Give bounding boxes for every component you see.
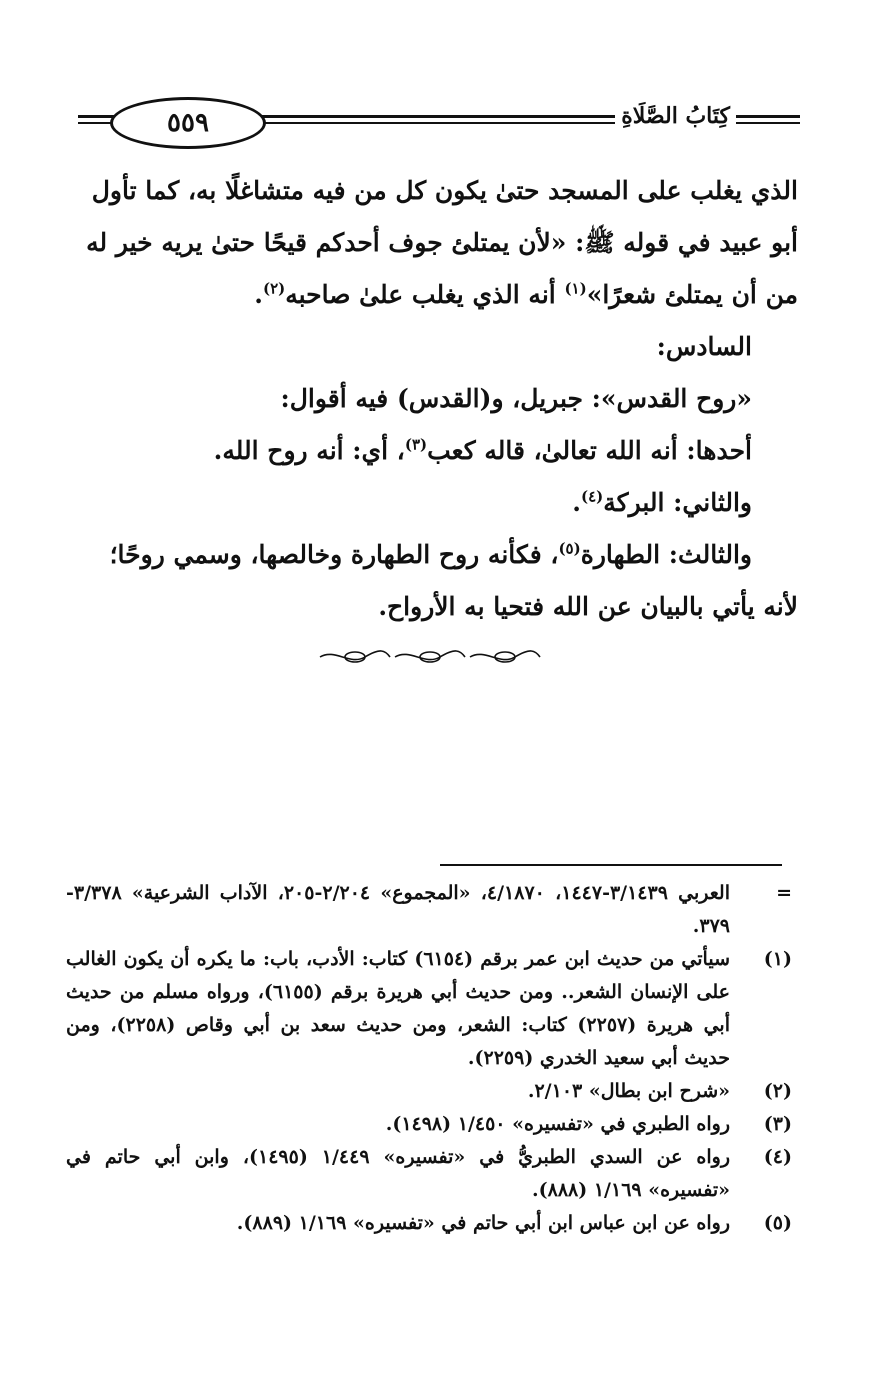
footnote-ref: (٤) [580, 487, 604, 506]
footnote-ref: (٥) [558, 539, 581, 558]
body-segment: ، فكأنه روح الطهارة وخالصها، وسمي روحًا؛ [109, 540, 559, 569]
footnote [66, 1141, 796, 1207]
body-line: «روح القدس»: جبريل، و(القدس) فيه أقوال: [280, 384, 752, 413]
footnote-number: = [776, 882, 792, 904]
book-title: كِتَابُ الصَّلَاةِ [615, 103, 736, 129]
footnote-number: (١) [763, 948, 792, 970]
footnote-number: (٣) [763, 1113, 792, 1135]
footnote [66, 1207, 796, 1240]
footnote-number: (٤) [763, 1146, 792, 1168]
footnote-text: رواه عن السدي الطبريُّ في «تفسيره» ١/٤٤٩ (١٤٩٥)، وابن أبي حاتم في «تفسيره» ١/١٦٩ (٨٨٨). [66, 1146, 731, 1201]
body-segment: . [254, 280, 263, 309]
section-heading: السادس: [656, 332, 752, 361]
footnote-text: سيأتي من حديث ابن عمر برقم (٦١٥٤) كتاب: الأدب، باب: ما يكره أن يكون الغالب على الإنسان الشعر.. ومن حديث أبي هريرة برقم (٦١٥٥)، ورواه مسلم من حديث أبي هريرة (٢٢٥٧) كتاب: الشعر، ومن حديث سعد بن أبي وقاص (٢٢٥٨)، ومن حديث أبي سعيد الخدري (٢٢٥٩). [66, 948, 730, 1069]
body-segment: ، أي: أنه روح الله. [213, 436, 405, 465]
footnote [66, 877, 796, 943]
page-number: ٥٥٩ [110, 97, 266, 149]
ornament-divider [315, 646, 545, 668]
body-segment: أحدها: أنه الله تعالىٰ، قاله كعب [427, 436, 752, 465]
body-line: لأنه يأتي بالبيان عن الله فتحيا به الأرواح. [378, 592, 798, 621]
body-line [70, 477, 798, 529]
body-segment: والثالث: الطهارة [580, 540, 752, 569]
footnote-number: (٢) [763, 1080, 792, 1102]
footnote-text: رواه عن ابن عباس ابن أبي حاتم في «تفسيره» ١/١٦٩ (٨٨٩). [236, 1212, 730, 1234]
footnote [66, 1075, 796, 1108]
footnote-text: «شرح ابن بطال» ٢/١٠٣. [527, 1080, 730, 1102]
footnote [66, 1108, 796, 1141]
footnote-ref: (٢) [262, 279, 286, 298]
footnote [66, 943, 796, 1075]
footnote-number: (٥) [763, 1212, 792, 1234]
page-header [78, 95, 800, 147]
body-line [70, 425, 798, 477]
body-segment: أنه الذي يغلب علىٰ صاحبه [285, 280, 565, 309]
body-segment: من أن يمتلئ شعرًا» [586, 280, 798, 309]
body-line [70, 269, 798, 321]
footnote-ref: (٣) [404, 435, 428, 454]
footnotes [66, 877, 796, 1240]
footnote-text: العربي ٣/١٤٣٩-١٤٤٧، ٤/١٨٧٠، «المجموع» ٢/٢٠٤-٢٠٥، الآداب الشرعية» ٣/٣٧٨- ٣٧٩. [66, 882, 730, 937]
main-text [70, 165, 798, 633]
body-segment: والثاني: البركة [603, 488, 752, 517]
body-line: أبو عبيد في قوله ﷺ: «لأن يمتلئ جوف أحدكم قيحًا حتىٰ يريه خير له [86, 228, 798, 257]
body-segment: . [572, 488, 581, 517]
footnote-separator [440, 864, 782, 866]
footnote-text: رواه الطبري في «تفسيره» ١/٤٥٠ (١٤٩٨). [385, 1113, 730, 1135]
body-line [70, 529, 798, 581]
footnote-ref: (١) [564, 279, 587, 298]
body-line: الذي يغلب على المسجد حتىٰ يكون كل من فيه متشاغلًا به، كما تأول [91, 176, 798, 205]
